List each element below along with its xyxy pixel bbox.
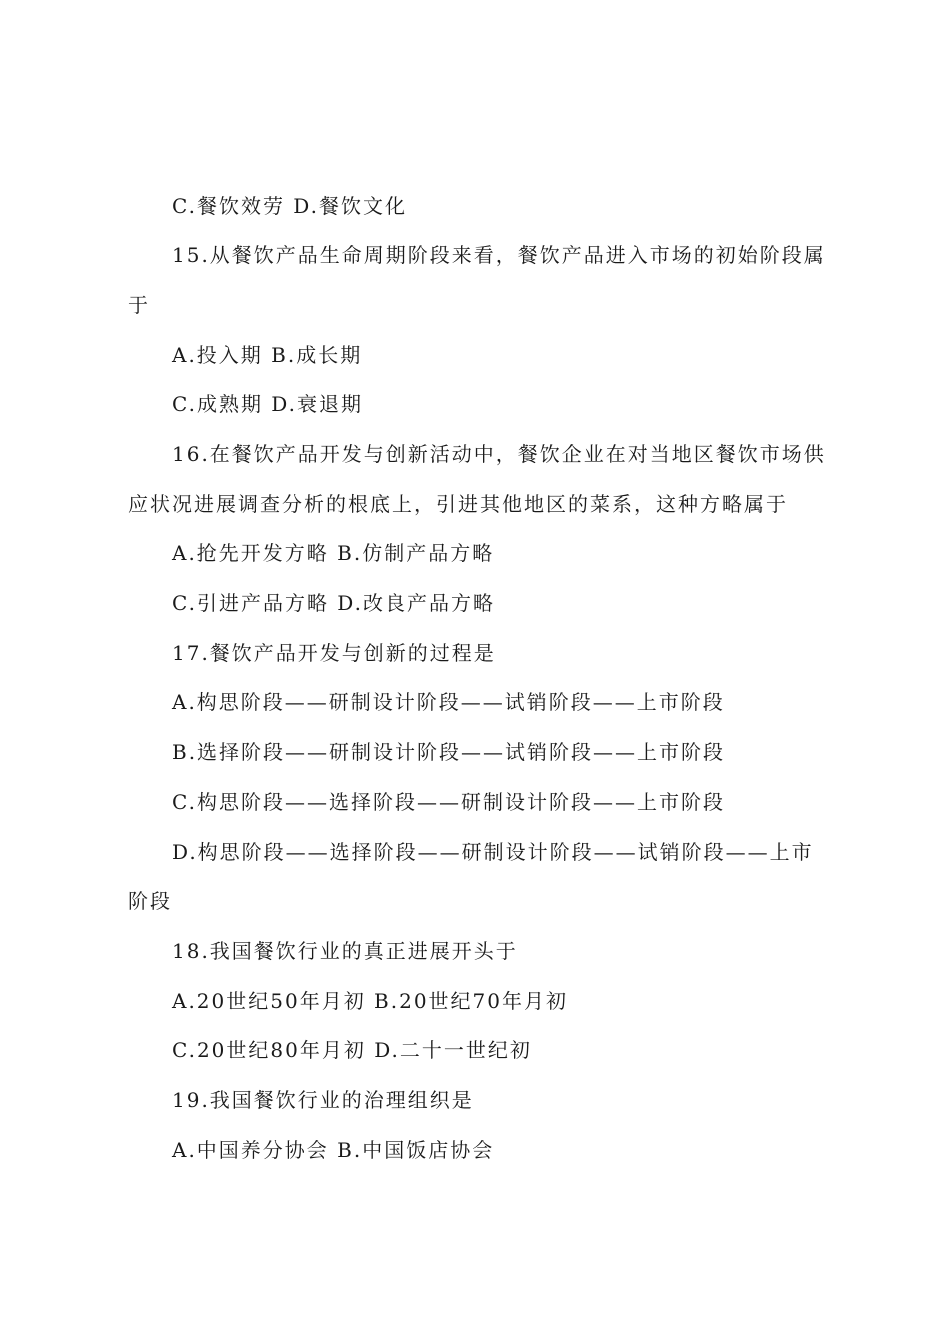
question-18-line-1: 18.我国餐饮行业的真正进展开头于 — [172, 939, 518, 963]
question-15-line-2: 于 — [128, 293, 150, 317]
option-line-18-cd: C.20世纪80年月初 D.二十一世纪初 — [172, 1038, 532, 1062]
option-line-17-d-2: 阶段 — [128, 889, 172, 913]
option-line-17-b: B.选择阶段——研制设计阶段——试销阶段——上市阶段 — [172, 740, 726, 764]
option-line-15-cd: C.成熟期 D.衰退期 — [172, 392, 363, 416]
option-line-17-c: C.构思阶段——选择阶段——研制设计阶段——上市阶段 — [172, 790, 725, 814]
option-line-17-d-1: D.构思阶段——选择阶段——研制设计阶段——试销阶段——上市 — [172, 840, 814, 864]
question-17-line-1: 17.餐饮产品开发与创新的过程是 — [172, 641, 496, 665]
question-16-line-2: 应状况进展调查分析的根底上，引进其他地区的菜系，这种方略属于 — [128, 492, 788, 516]
option-line-19-ab: A.中国养分协会 B.中国饭店协会 — [172, 1138, 495, 1162]
option-line-15-ab: A.投入期 B.成长期 — [172, 343, 363, 367]
option-line-16-cd: C.引进产品方略 D.改良产品方略 — [172, 591, 495, 615]
question-16-line-1: 16.在餐饮产品开发与创新活动中，餐饮企业在对当地区餐饮市场供 — [172, 442, 826, 466]
question-15-line-1: 15.从餐饮产品生命周期阶段来看，餐饮产品进入市场的初始阶段属 — [172, 243, 826, 267]
option-line-17-a: A.构思阶段——研制设计阶段——试销阶段——上市阶段 — [172, 690, 725, 714]
option-line-18-ab: A.20世纪50年月初 B.20世纪70年月初 — [172, 989, 569, 1013]
option-line-14-cd: C.餐饮效劳 D.餐饮文化 — [172, 194, 407, 218]
option-line-16-ab: A.抢先开发方略 B.仿制产品方略 — [172, 541, 495, 565]
question-19-line-1: 19.我国餐饮行业的治理组织是 — [172, 1088, 474, 1112]
